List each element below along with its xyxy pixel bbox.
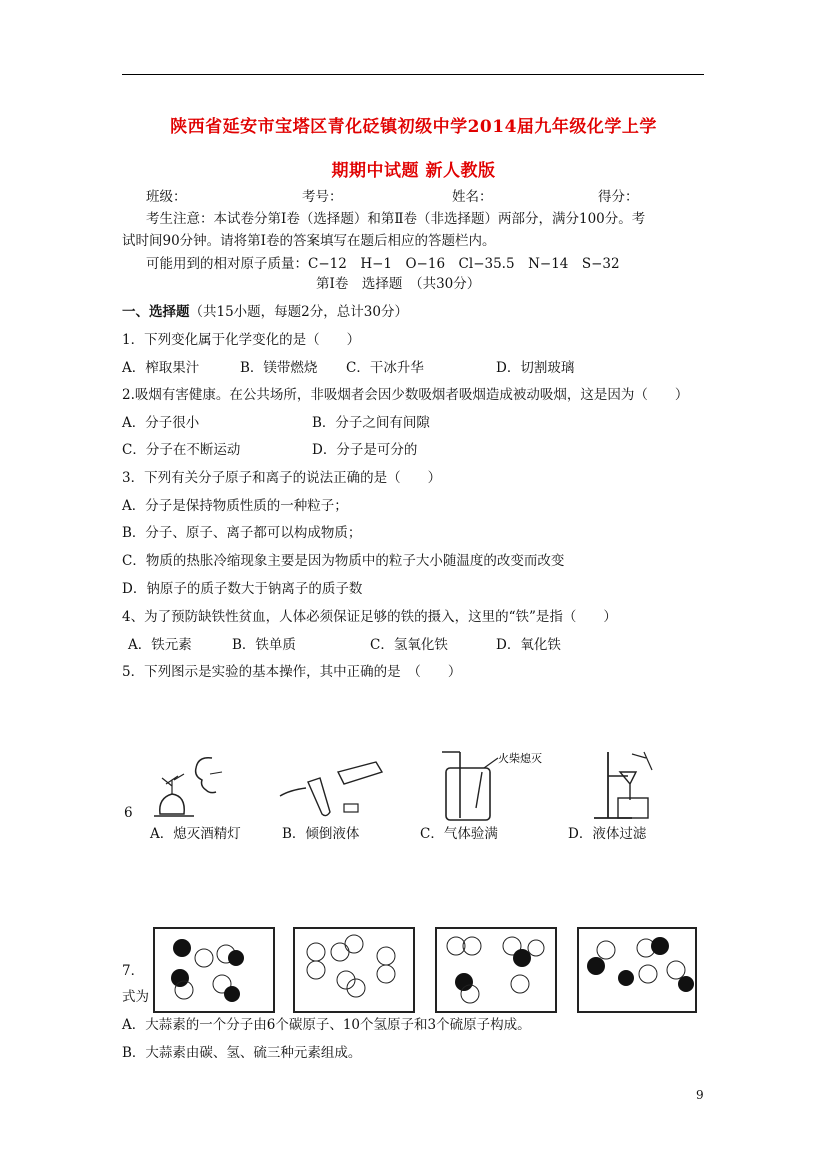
match-label: 火柴熄灭 bbox=[498, 752, 542, 765]
q5-option-b: B．倾倒液体 bbox=[282, 826, 360, 842]
atomic-masses: 可能用到的相对原子质量：C−12 H−1 O−16 Cl−35.5 N−14 S−32 bbox=[146, 256, 620, 272]
q3-option-d: D．钠原子的质子数大于钠离子的质子数 bbox=[122, 581, 363, 597]
particle-box-a bbox=[154, 928, 274, 1012]
particle-diagrams bbox=[150, 926, 700, 1016]
q3-option-b: B．分子、原子、离子都可以构成物质； bbox=[122, 525, 362, 541]
q5-option-a: A．熄灭酒精灯 bbox=[150, 826, 241, 842]
q3-option-a: A．分子是保持物质性质的一种粒子； bbox=[122, 498, 348, 514]
title-line-1: 陕西省延安市宝塔区青化砭镇初级中学2014届九年级化学上学 bbox=[170, 117, 657, 137]
q2-option-b: B．分子之间有间隙 bbox=[312, 415, 430, 431]
q2-option-d: D．分子是可分的 bbox=[312, 442, 418, 458]
section-title: 第Ⅰ卷 选择题 （共30分） bbox=[316, 276, 481, 292]
info-score: 得分： bbox=[598, 189, 639, 205]
notice-line-2: 试时间90分钟。请将第Ⅰ卷的答案填写在题后相应的答题栏内。 bbox=[122, 233, 496, 249]
q1-stem: 1．下列变化属于化学变化的是（ ） bbox=[122, 332, 361, 348]
extinguish-lamp-figure bbox=[150, 750, 240, 822]
q1-option-b: B．镁带燃烧 bbox=[240, 360, 318, 376]
notice-line-1: 考生注意：本试卷分第Ⅰ卷（选择题）和第Ⅱ卷（非选择题）两部分，满分100分。考 bbox=[146, 211, 646, 227]
q5-option-d: D．液体过滤 bbox=[568, 826, 647, 842]
q3-option-c: C．物质的热胀冷缩现象主要是因为物质中的粒子大小随温度的改变而改变 bbox=[122, 553, 565, 569]
q6-number: 6 bbox=[124, 805, 133, 821]
particle-box-d bbox=[578, 928, 696, 1012]
q4-stem: 4、为了预防缺铁性贫血，人体必须保证足够的铁的摄入，这里的“铁”是指（ ） bbox=[122, 609, 617, 625]
part1-label: 一、选择题 bbox=[122, 304, 190, 320]
pour-liquid-figure bbox=[278, 752, 388, 822]
info-exam-no: 考号： bbox=[302, 189, 343, 205]
title-line-2: 期期中试题 新人教版 bbox=[331, 161, 496, 181]
page-number: 9 bbox=[696, 1088, 704, 1102]
q7-number: 7． bbox=[122, 963, 145, 979]
q2-option-c: C．分子在不断运动 bbox=[122, 442, 241, 458]
garlic-option-a: A．大蒜素的一个分子由6个碳原子、10个氢原子和3个硫原子构成。 bbox=[122, 1017, 531, 1033]
part1-heading bbox=[122, 303, 408, 321]
q4-option-d: D．氧化铁 bbox=[496, 637, 561, 653]
q4-option-c: C．氢氧化铁 bbox=[370, 637, 448, 653]
q2-stem: 2.吸烟有害健康。在公共场所，非吸烟者会因少数吸烟者吸烟造成被动吸烟，这是因为（ ） bbox=[122, 387, 689, 403]
particle-box-b bbox=[294, 928, 414, 1012]
q4-option-b: B．铁单质 bbox=[232, 637, 296, 653]
q1-option-a: A．榨取果汁 bbox=[122, 360, 200, 376]
garlic-option-b: B．大蒜素由碳、氢、硫三种元素组成。 bbox=[122, 1045, 362, 1061]
filtration-figure bbox=[588, 748, 668, 822]
part1-desc: （共15小题，每题2分，总计30分） bbox=[189, 304, 408, 320]
q5-stem: 5．下列图示是实验的基本操作，其中正确的是 （ ） bbox=[122, 664, 462, 680]
header-rule bbox=[122, 74, 704, 75]
q5-option-c: C．气体验满 bbox=[420, 826, 498, 842]
info-name: 姓名： bbox=[452, 189, 493, 205]
q4-option-a: A．铁元素 bbox=[128, 637, 192, 653]
gas-check-figure bbox=[436, 748, 546, 822]
q2-option-a: A．分子很小 bbox=[122, 415, 200, 431]
q1-option-c: C．干冰升华 bbox=[346, 360, 424, 376]
q3-stem: 3．下列有关分子原子和离子的说法正确的是（ ） bbox=[122, 470, 442, 486]
q7-stem-fragment: 式为 bbox=[122, 989, 149, 1005]
info-class: 班级： bbox=[146, 189, 187, 205]
q1-option-d: D．切割玻璃 bbox=[496, 360, 575, 376]
particle-box-c bbox=[436, 928, 556, 1012]
